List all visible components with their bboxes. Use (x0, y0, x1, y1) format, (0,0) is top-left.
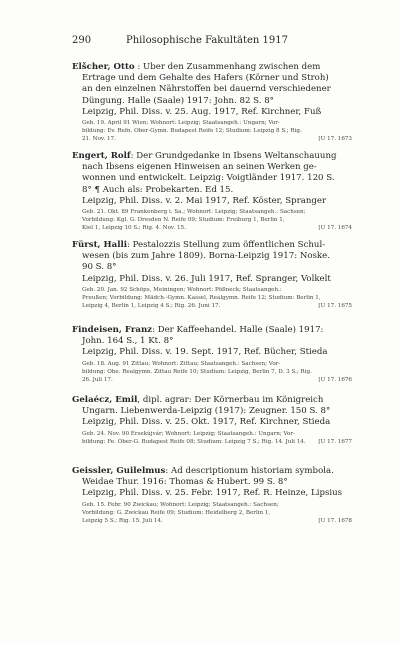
vita-line: 21. Nov. 17. (82, 136, 116, 143)
vita-note (72, 119, 352, 144)
author-name: Fürst, Halli (72, 240, 127, 250)
vita-line: Kiel 1, Leipzig 10 S.; Rig. 4. Nov. 15. (82, 225, 186, 232)
entry-line (72, 173, 352, 184)
author-name: Geissler, Guilelmus (72, 466, 166, 476)
entry (72, 240, 352, 310)
vita-line: Geb. 15. Febr. 90 Zwickau; Wohnort: Leipzig; Staatsangeh.: Sachsen; (82, 501, 279, 508)
entry-text: 90 S. 8° (82, 262, 117, 273)
entry-text: : Über den Zusammenhang zwischen dem (134, 62, 321, 72)
vita-line: bildung: Obe. Realgymn. Zittau Reife 10; Studium: Leipzig, Berlin 7, D. 3 S.; Rig. (82, 368, 312, 375)
entry-text: Leipzig, Phil. Diss. v. 25. Aug. 1917, Ref. Kirchner, Fuß (82, 106, 322, 117)
entry-text: Ertrage und dem Gehalte des Hafers (Körner und Stroh) (82, 73, 329, 84)
entry-line (72, 151, 352, 162)
vita-line: Geb. 21. Okt. 89 Frankenberg i. Sa.; Wohnort: Leipzig; Staatsangeh.: Sachsen; (82, 209, 306, 216)
vita-note (72, 286, 352, 311)
entry-text: : Der Grundgedanke in Ibsens Weltanschauung (130, 151, 337, 161)
entry-line (72, 240, 352, 251)
entry (72, 325, 352, 384)
entry-line (72, 251, 352, 262)
author-name: Elšcher, Otto (72, 62, 135, 72)
vita-line: Leipzig 4, Berlin 1, Leipzig 4 S.; Rig. 26. Juni 17. (82, 303, 221, 310)
entry-line (72, 336, 352, 347)
vita-line: Geb. 20. Jan. 92 Schöps, Meiningen; Wohnort: Pößneck; Staatsangeh.: (82, 286, 282, 293)
entry-text: : Der Kaffeehandel. Halle (Saale) 1917: (152, 325, 324, 335)
entry-text: Leipzig, Phil. Diss. v. 2. Mai 1917, Ref. Köster, Spranger (82, 195, 327, 206)
vita-note (72, 430, 352, 446)
catalog-code: [U 17. 1674 (315, 224, 352, 232)
author-name: Gelaécz, Emil (72, 395, 138, 405)
vita-note (72, 501, 352, 526)
entry-text: , dipl. agrar: Der Körnerbau im Königreich (137, 395, 324, 405)
entry-text: Leipzig, Phil. Diss. v. 26. Juli 1917, Ref. Spranger, Volkelt (82, 273, 331, 284)
author-name: Findeisen, Franz (72, 325, 153, 335)
entry-text: wesen (bis zum Jahre 1809). Borna-Leipzig 1917: Noske. (82, 251, 330, 262)
entry-line (72, 96, 352, 107)
catalog-code: [U 17. 1676 (315, 376, 352, 384)
running-title: Philosophische Fakultäten 1917 (126, 35, 288, 46)
entry-line (72, 62, 352, 73)
entry-text: nach Ibsens eigenen Hinweisen an seinen Werken ge- (82, 162, 317, 173)
entry-text: 8° ¶ Auch als: Probekarten. Ed 15. (82, 184, 234, 195)
entry (72, 466, 352, 525)
entry-text: John. 164 S., 1 Kt. 8° (82, 336, 174, 347)
entry-line (72, 325, 352, 336)
entry-line (72, 262, 352, 273)
entry-text: wonnen und entwickelt. Leipzig: Voigtländer 1917. 120 S. (82, 173, 335, 184)
catalog-code: [U 17. 1673 (315, 135, 352, 143)
entry-text: Leipzig, Phil. Diss. v. 19. Sept. 1917, Ref. Bücher, Stieda (82, 347, 328, 358)
catalog-code: [U 17. 1678 (315, 517, 352, 525)
entry-text: Düngung. Halle (Saale) 1917: John. 82 S. 8° (82, 95, 274, 106)
vita-note (72, 208, 352, 233)
entry-line (72, 73, 352, 84)
entry-text: Weidae Thur. 1916: Thomas & Hubert. 99 S. 8° (82, 477, 288, 488)
vita-line: Geb. 19. April 91 Wien; Wohnort: Leipzig; Staatsangeh.: Ungarn; Vor- (82, 120, 280, 127)
entry-text: an den einzelnen Nährstoffen bei dauernd verschiedener (82, 84, 331, 95)
entry-line (72, 347, 352, 358)
entry-line (72, 488, 352, 499)
page-header (72, 35, 342, 49)
entry-line (72, 162, 352, 173)
entry (72, 151, 352, 233)
entry-line (72, 84, 352, 95)
vita-line: 26. Juli 17. (82, 377, 113, 384)
entry-line (72, 196, 352, 207)
entry (72, 395, 352, 446)
vita-line: Vorbildung: Kgl. G. Dresden N. Reife 09; Studium: Freiburg 1, Berlin 1, (82, 217, 285, 224)
vita-line: Geb. 18. Aug. 91 Zittau; Wohnort: Zittau; Staatsangeh.: Sachsen; Vor- (82, 360, 281, 367)
catalog-code: [U 17. 1675 (315, 302, 352, 310)
entry-line (72, 274, 352, 285)
entry-text: : Ad descriptionum historiam symbola. (165, 466, 334, 476)
entry (72, 62, 352, 144)
vita-line: Geb. 24. Nov. 90 Érsekújvár; Wohnort: Leipzig; Staatsangeh.: Ungarn; Vor- (82, 430, 295, 437)
entry-line (72, 406, 352, 417)
entry-line (72, 466, 352, 477)
entry-line (72, 107, 352, 118)
vita-note (72, 360, 352, 385)
catalog-code: [U 17. 1677 (315, 438, 352, 446)
entry-line (72, 477, 352, 488)
page-number: 290 (72, 35, 92, 46)
entry-text: Leipzig, Phil. Diss. v. 25. Febr. 1917, Ref. R. Heinze, Lipsius (82, 488, 343, 499)
entry-text: Ungarn. Liebenwerda-Leipzig (1917): Zeugner. 150 S. 8° (82, 406, 331, 417)
entry-line (72, 395, 352, 406)
vita-line: Preußen; Vorbildung: Mädch.-Gymn. Kassel, Realgymn. Reife 12; Studium: Berlin 1, (82, 295, 321, 302)
entry-text: Leipzig, Phil. Diss. v. 25. Okt. 1917, Ref. Kirchner, Stieda (82, 417, 331, 428)
vita-line: Leipzig 5 S.; Rig. 15. Juli 14. (82, 518, 163, 525)
vita-line: Vorbildung: G. Zwickau Reife 09; Studium: Heidelberg 2, Berlin 1, (82, 509, 271, 516)
author-name: Engert, Rolf (72, 151, 131, 161)
vita-line: bildung: Ev. Refn. Ober-Gymn. Budapest Reife 12; Studium: Leipzig 8 S.; Rig. (82, 128, 302, 135)
entry-line (72, 185, 352, 196)
vita-line: bildung: Fe. Ober-G. Budapest Reife 08; Studium: Leipzig 7 S.; Rig. 14. Juli 14. (82, 438, 306, 445)
entry-line (72, 417, 352, 428)
entry-text: : Pestalozzis Stellung zum öffentlichen Schul- (127, 240, 326, 250)
